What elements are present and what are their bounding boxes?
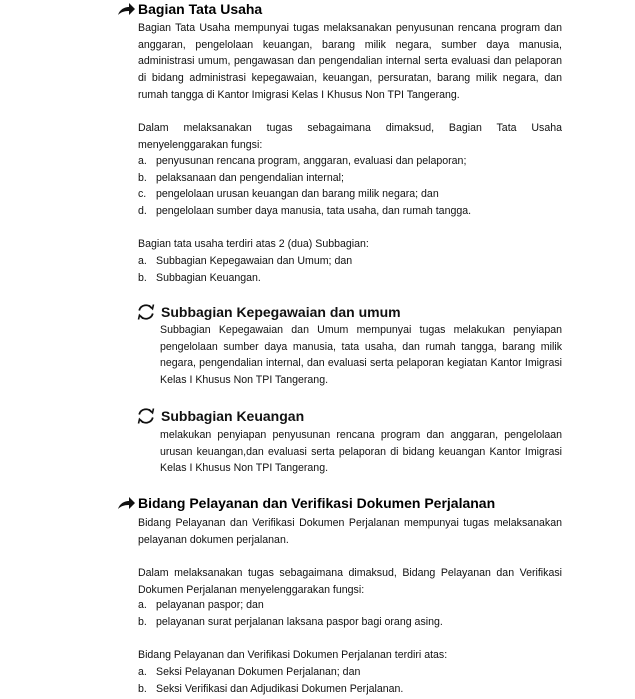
list-item: d. pengelolaan sumber daya manusia, tata usaha, dan rumah tangga. — [138, 205, 472, 218]
keuangan-description: melakukan penyiapan penyusunan rencana program dan anggaran, pengelolaan urusan keuangan,dan evaluasi serta pelaporan di bidang keuangan Kantor Imigrasi Kelas I Khusus Non TPI Tangerang. — [160, 429, 562, 475]
tata-usaha-functions-intro: Dalam melaksanakan tugas sebagaimana dimaksud, Bagian Tata Usaha menyelenggarakan fungsi: — [138, 122, 562, 151]
heading-subbagian-keuangan — [136, 406, 304, 426]
tata-usaha-sub-intro: Bagian tata usaha terdiri atas 2 (dua) Subbagian: — [138, 238, 369, 250]
kepegawaian-description: Subbagian Kepegawaian dan Umum mempunyai tugas melakukan penyiapan pengelolaan sumber daya manusia, tata usaha, dan rumah tangga, barang milik negara, pengendalian internal, dan evaluasi serta pelaporan kegiatan Kantor Imigrasi Kelas I Khusus Non TPI Tangerang. — [160, 324, 562, 387]
tata-usaha-functions-list — [138, 153, 562, 220]
heading-subbagian-kepegawaian — [136, 302, 401, 322]
heading-tata-usaha — [116, 1, 262, 17]
list-item: a. pelayanan paspor; dan — [138, 599, 264, 611]
list-item: a. penyusunan rencana program, anggaran, evaluasi dan pelaporan; — [138, 155, 467, 167]
pelayanan-functions-list — [138, 597, 562, 630]
list-item: b. Subbagian Keuangan. — [138, 271, 261, 284]
list-item: c. pengelolaan urusan keuangan dan barang milik negara; dan — [138, 188, 439, 201]
list-item: b. pelaksanaan dan pengendalian internal; — [138, 171, 344, 184]
refresh-icon — [136, 406, 156, 426]
list-item: a. Subbagian Kepegawaian dan Umum; dan — [138, 255, 353, 267]
tata-usaha-subs-list — [138, 253, 562, 286]
heading-bidang-pelayanan — [116, 495, 495, 511]
list-item: b. pelayanan surat perjalanan laksana paspor bagi orang asing. — [138, 615, 443, 628]
list-item: b. Seksi Verifikasi dan Adjudikasi Dokumen Perjalanan. — [138, 682, 404, 695]
tata-usaha-description: Bagian Tata Usaha mempunyai tugas melaksanakan penyusunan rencana program dan anggaran, pengelolaan keuangan, barang milik negara, sumber daya manusia, administrasi umum, pengawasan dan pengendalian internal serta evaluasi dan pelaporan di bidang administrasi kepegawaian, keuangan, persuratan, barang milik negara, dan rumah tangga di Kantor Imigrasi Kelas I Khusus Non TPI Tangerang. — [138, 22, 562, 101]
pelayanan-description: Bidang Pelayanan dan Verifikasi Dokumen Perjalanan mempunyai tugas melaksanakan pelayanan dokumen perjalanan. — [138, 517, 562, 546]
arrow-right-icon — [116, 1, 136, 17]
section-title: Subbagian Kepegawaian dan umum — [161, 304, 401, 320]
list-item: a. Seksi Pelayanan Dokumen Perjalanan; dan — [138, 666, 361, 678]
section-title: Subbagian Keuangan — [161, 408, 305, 424]
pelayanan-sub-intro: Bidang Pelayanan dan Verifikasi Dokumen Perjalanan terdiri atas: — [138, 649, 448, 661]
arrow-right-icon — [116, 495, 136, 511]
refresh-icon — [136, 302, 156, 322]
section-title: Bagian Tata Usaha — [138, 1, 263, 17]
pelayanan-functions-intro: Dalam melaksanakan tugas sebagaimana dimaksud, Bidang Pelayanan dan Verifikasi Dokumen Perjalanan menyelenggarakan fungsi: — [138, 567, 562, 596]
pelayanan-subs-list — [138, 664, 562, 697]
section-title: Bidang Pelayanan dan Verifikasi Dokumen Perjalanan — [138, 495, 496, 511]
